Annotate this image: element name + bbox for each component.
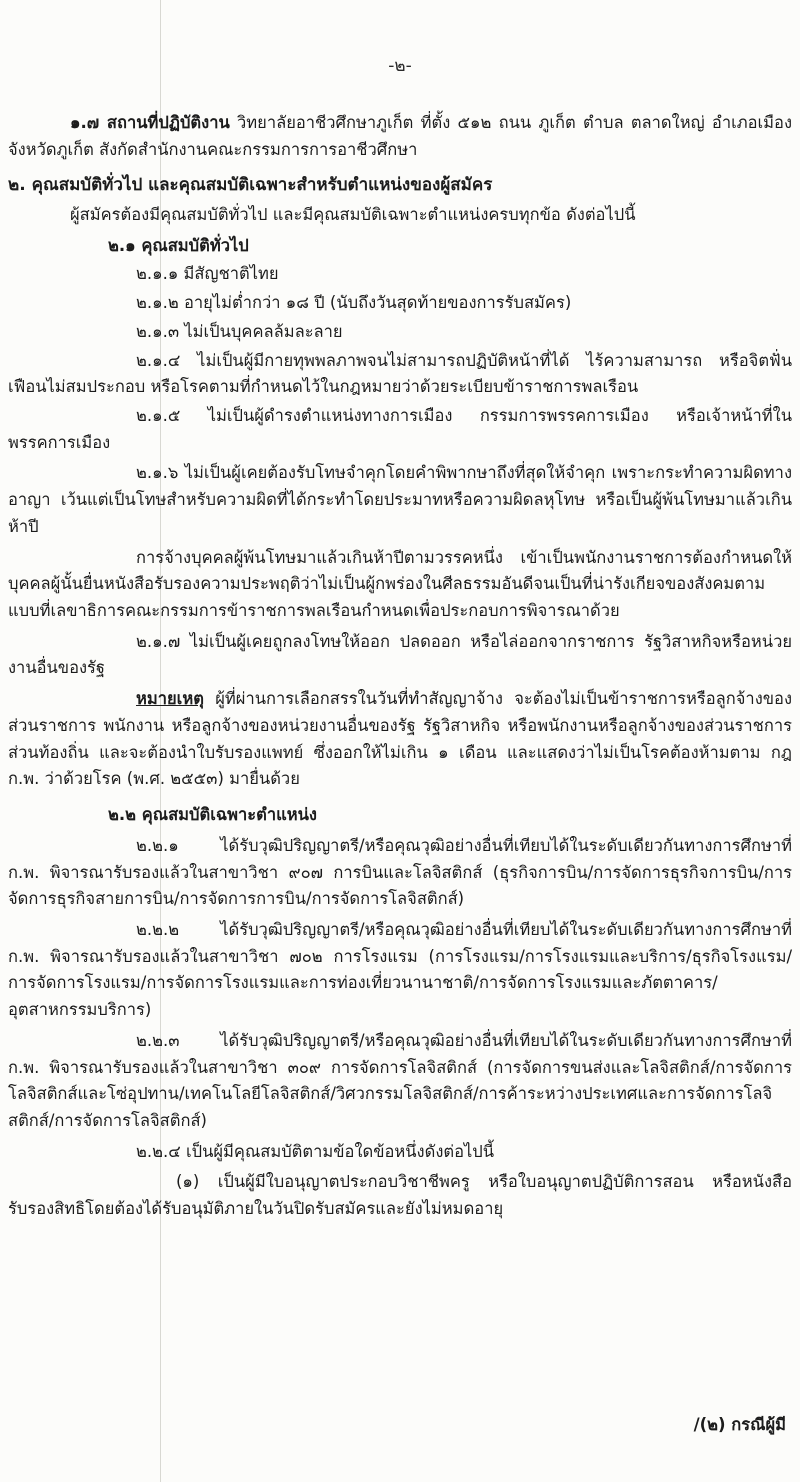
paragraph-2-1-6: ๒.๑.๖ ไม่เป็นผู้เคยต้องรับโทษจำคุกโดยคำพิพากษาถึงที่สุดให้จำคุก เพราะกระทำความผิดทางอาญา เว้นแต่เป็นโทษสำหรับความผิดที่ได้กระทำโดยประมาทหรือความผิดลหุโทษ หรือเป็นผู้พ้นโทษมาแล้วเกินห้าปี — [8, 463, 792, 536]
paragraph-2-2-3: ๒.๒.๓ ได้รับวุฒิปริญญาตรี/หรือคุณวุฒิอย่างอื่นที่เทียบได้ในระดับเดียวกันทางการศึกษาที่ ก.พ. พิจารณารับรองแล้วในสาขาวิชา ๓๐๙ การจัดการโลจิสติกส์ (การจัดการขนส่งและโลจิสติกส์/การจัดการโลจิสติกส์และโซ่อุปทาน/เทคโนโลยีโลจิสติกส์/วิศวกรรมโลจิสติกส์/การค้าระหว่างประเทศและการจัดการโลจิสติกส์/การจัดการโลจิสติกส์) — [8, 1030, 792, 1130]
paragraph-2-1-1: ๒.๑.๑ มีสัญชาติไทย — [136, 264, 279, 284]
paragraph-2-2-4: ๒.๒.๔ เป็นผู้มีคุณสมบัติตามข้อใดข้อหนึ่งดังต่อไปนี้ — [136, 1141, 495, 1161]
heading-2-2: ๒.๒ คุณสมบัติเฉพาะตำแหน่ง — [108, 805, 317, 825]
note-text: ผู้ที่ผ่านการเลือกสรรในวันที่ทำสัญญาจ้าง จะต้องไม่เป็นข้าราชการหรือลูกจ้างของส่วนราชการ พนักงาน หรือลูกจ้างของหน่วยงานอื่นของรัฐ รัฐวิสาหกิจ หรือพนักงานหรือลูกจ้างของส่วนราชการส่วนท้องถิ่น และจะต้องนำใบรับรองแพทย์ ซึ่งออกให้ไม่เกิน ๑ เดือน และแสดงว่าไม่เป็นโรคต้องห้ามตาม กฎ ก.พ. ว่าด้วยโรค (พ.ศ. ๒๕๕๓) มายื่นด้วย — [8, 689, 792, 789]
paragraph-2-1-5: ๒.๑.๕ ไม่เป็นผู้ดำรงตำแหน่งทางการเมือง กรรมการพรรคการเมือง หรือเจ้าหน้าที่ในพรรคการเมือง — [8, 406, 792, 452]
heading-section-2: ๒. คุณสมบัติทั่วไป และคุณสมบัติเฉพาะสำหรับตำแหน่งของผู้สมัคร — [8, 175, 493, 196]
paragraph-2-1-2: ๒.๑.๒ อายุไม่ต่ำกว่า ๑๘ ปี (นับถึงวันสุดท้ายของการรับสมัคร) — [136, 293, 572, 313]
footer-catchword: /(๒) กรณีผู้มี — [693, 1415, 786, 1434]
paragraph-2-2-1: ๒.๒.๑ ได้รับวุฒิปริญญาตรี/หรือคุณวุฒิอย่างอื่นที่เทียบได้ในระดับเดียวกันทางการศึกษาที่ ก.พ. พิจารณารับรองแล้วในสาขาวิชา ๙๐๗ การบินและโลจิสติกส์ (ธุรกิจการบิน/การจัดการธุรกิจการบิน/การจัดการธุรกิจสายการบิน/การจัดการการบิน/การจัดการโลจิสติกส์) — [8, 835, 792, 909]
paragraph-1-7-lead: ๑.๗ สถานที่ปฏิบัติงาน — [70, 113, 230, 132]
paragraph-2-1-3: ๒.๑.๓ ไม่เป็นบุคคลล้มละลาย — [136, 321, 343, 341]
heading-2-1: ๒.๑ คุณสมบัติทั่วไป — [108, 235, 249, 255]
paragraph-1-7 — [8, 110, 792, 163]
paragraph-2-2-4-item-1: (๑) เป็นผู้มีใบอนุญาตประกอบวิชาชีพครู หรือใบอนุญาตปฏิบัติการสอน หรือหนังสือรับรองสิทธิโดยต้องได้รับอนุมัติภายในวันปิดรับสมัครและยังไม่หมดอายุ — [8, 1172, 792, 1219]
page-number: -๒- — [388, 56, 412, 76]
paragraph-1-7-text: วิทยาลัยอาชีวศึกษาภูเก็ต ที่ตั้ง ๕๑๒ ถนน ภูเก็ต ตำบล ตลาดใหญ่ อำเภอเมือง จังหวัดภูเก็ต สังกัดสำนักงานคณะกรรมการการอาชีวศึกษา — [8, 113, 792, 159]
paragraph-section-2-intro: ผู้สมัครต้องมีคุณสมบัติทั่วไป และมีคุณสมบัติเฉพาะตำแหน่งครบทุกข้อ ดังต่อไปนี้ — [70, 204, 636, 224]
paragraph-note — [8, 686, 792, 793]
paragraph-2-1-7: ๒.๑.๗ ไม่เป็นผู้เคยถูกลงโทษให้ออก ปลดออก หรือไล่ออกจากราชการ รัฐวิสาหกิจหรือหน่วยงานอื่นของรัฐ — [8, 631, 792, 678]
document-body — [8, 110, 792, 1225]
note-label: หมายเหตุ — [136, 689, 204, 709]
paragraph-2-1-6-continued: การจ้างบุคคลผู้พ้นโทษมาแล้วเกินห้าปีตามวรรคหนึ่ง เข้าเป็นพนักงานราชการต้องกำหนดให้บุคคลผู้นั้นยื่นหนังสือรับรองความประพฤติว่าไม่เป็นผู้กพร่องในศีลธรรมอันดีจนเป็นที่น่ารังเกียจของสังคมตามแบบที่เลขาธิการคณะกรรมการข้าราชการพลเรือนกำหนดเพื่อประกอบการพิจารณาด้วย — [8, 547, 792, 621]
paragraph-2-1-4: ๒.๑.๔ ไม่เป็นผู้มีกายทุพพลภาพจนไม่สามารถปฏิบัติหน้าที่ได้ ไร้ความสามารถ หรือจิตฟั่นเฟือนไม่สมประกอบ หรือโรคตามที่กำหนดไว้ในกฎหมายว่าด้วยระเบียบข้าราชการพลเรือน — [8, 350, 792, 397]
paragraph-2-2-2: ๒.๒.๒ ได้รับวุฒิปริญญาตรี/หรือคุณวุฒิอย่างอื่นที่เทียบได้ในระดับเดียวกันทางการศึกษาที่ ก.พ. พิจารณารับรองแล้วในสาขาวิชา ๗๐๒ การโรงแรม (การโรงแรม/การโรงแรมและบริการ/ธุรกิจโรงแรม/การจัดการโรงแรม/การจัดการโรงแรมและการท่องเที่ยวนานาชาติ/การจัดการโรงแรมและภัตตาคาร/อุตสาหกรรมบริการ) — [8, 919, 792, 1020]
